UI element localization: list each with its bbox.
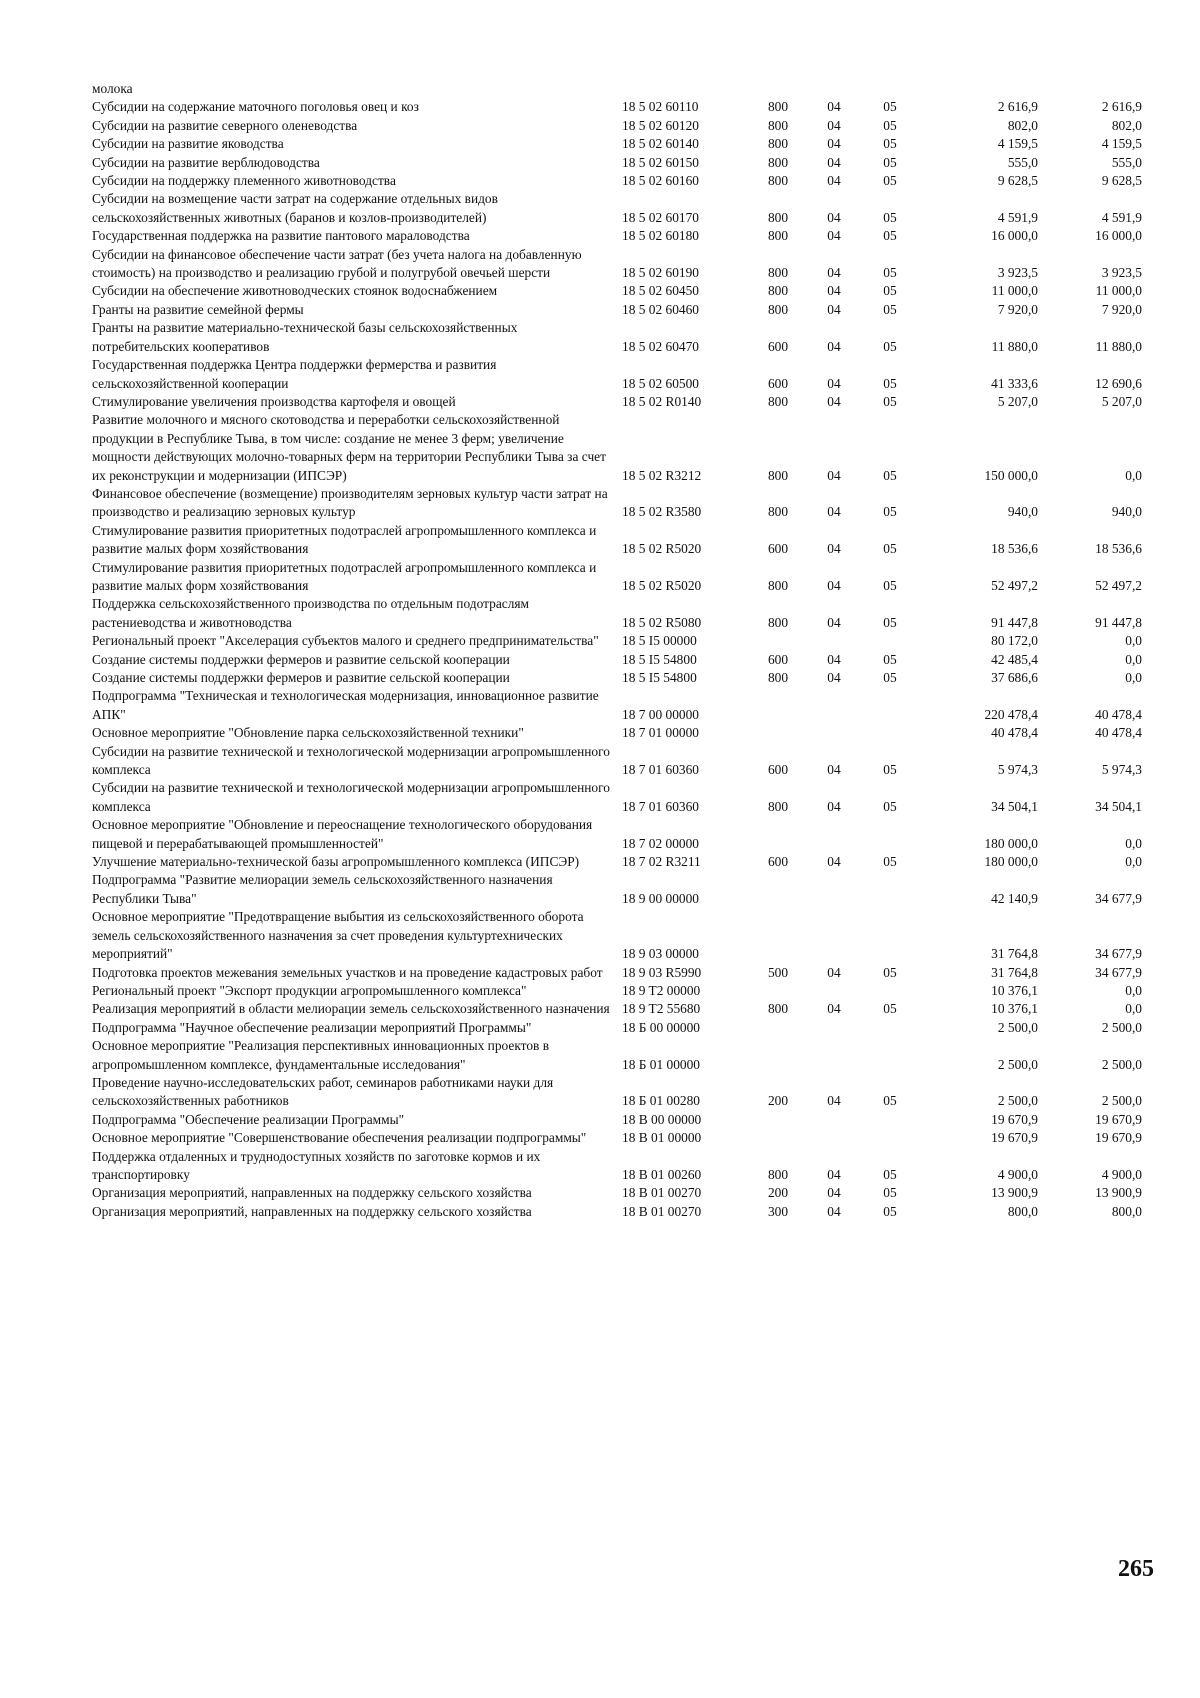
row-section: 04 <box>827 964 841 980</box>
row-amount-1: 42 485,4 <box>991 651 1038 667</box>
row-section: 04 <box>827 1203 841 1219</box>
row-code: 18 5 02 R0140 <box>622 393 702 409</box>
table-row <box>92 1074 1142 1111</box>
row-subsection: 05 <box>883 1185 897 1201</box>
table-row <box>92 559 1142 596</box>
row-subsection: 05 <box>883 1203 897 1219</box>
row-amount-1: 34 504,1 <box>991 798 1038 814</box>
row-code: 18 5 02 R3212 <box>622 467 702 483</box>
row-amount-2: 4 900,0 <box>1101 1166 1142 1182</box>
table-row <box>92 319 1142 356</box>
row-name: Основное мероприятие "Реализация перспективных инновационных проектов в агропромышленном комплексе, фундаментальные исследования" <box>92 1038 550 1072</box>
row-amount-1: 180 000,0 <box>984 854 1038 870</box>
row-code: 18 5 02 60170 <box>622 209 699 225</box>
row-name: Подпрограмма "Развитие мелиорации земель сельскохозяйственного назначения Республики Тыва" <box>92 872 553 906</box>
row-amount-2: 0,0 <box>1125 633 1142 649</box>
row-name: Организация мероприятий, направленных на поддержку сельского хозяйства <box>92 1185 532 1201</box>
table-row <box>92 1000 1142 1018</box>
table-row <box>92 172 1142 190</box>
row-amount-2: 40 478,4 <box>1095 725 1142 741</box>
row-amount-2: 9 628,5 <box>1101 173 1142 189</box>
row-code: 18 5 02 R5080 <box>622 614 702 630</box>
row-name: Субсидии на развитие технической и технологической модернизации агропромышленного комплекса <box>92 743 610 778</box>
row-amount-2: 11 880,0 <box>1095 338 1142 354</box>
row-amount-2: 0,0 <box>1125 854 1142 870</box>
row-amount-1: 2 500,0 <box>997 1093 1038 1109</box>
row-amount-2: 802,0 <box>1111 117 1142 133</box>
table-row <box>92 964 1142 982</box>
row-amount-1: 220 478,4 <box>984 706 1038 722</box>
row-code: 18 5 02 60460 <box>622 301 699 317</box>
row-amount-1: 16 000,0 <box>991 228 1038 244</box>
row-amount-1: 3 923,5 <box>997 265 1038 281</box>
row-amount-2: 52 497,2 <box>1095 577 1142 593</box>
table-row <box>92 669 1142 687</box>
row-amount-2: 4 591,9 <box>1101 209 1142 225</box>
row-subsection: 05 <box>883 301 897 317</box>
row-amount-2: 5 974,3 <box>1101 762 1142 778</box>
table-row <box>92 301 1142 319</box>
row-expense-type: 600 <box>767 854 789 870</box>
table-row <box>92 724 1142 742</box>
row-code: 18 5 I5 54800 <box>622 670 697 685</box>
table-row <box>92 651 1142 669</box>
row-amount-1: 40 478,4 <box>991 725 1038 741</box>
row-code: 18 9 T2 55680 <box>622 1001 701 1017</box>
row-expense-type: 600 <box>767 375 789 391</box>
row-section: 04 <box>827 301 841 317</box>
row-amount-1: 41 333,6 <box>991 375 1038 391</box>
table-row <box>92 135 1142 153</box>
row-amount-2: 0,0 <box>1125 1001 1142 1017</box>
table-row <box>92 154 1142 172</box>
row-amount-2: 940,0 <box>1111 504 1142 520</box>
row-code: 18 5 02 60160 <box>622 173 699 189</box>
row-name: Основное мероприятие "Предотвращение выбытия из сельскохозяйственного оборота земель сельскохозяйственного назначения за счет проведения культуртехнических мероприятий" <box>92 909 584 962</box>
row-name: Субсидии на развитие верблюдоводства <box>92 154 320 170</box>
row-code: 18 В 00 00000 <box>622 1111 702 1127</box>
row-name: Организация мероприятий, направленных на поддержку сельского хозяйства <box>92 1203 532 1219</box>
row-section: 04 <box>827 1185 841 1201</box>
table-row <box>92 117 1142 135</box>
row-name: Региональный проект "Акселерация субъектов малого и среднего предпринимательства" <box>92 633 599 649</box>
row-code: 18 5 02 R3580 <box>622 504 702 520</box>
row-section: 04 <box>827 228 841 244</box>
row-subsection: 05 <box>883 338 897 354</box>
table-row <box>92 595 1142 632</box>
table-row <box>92 687 1142 724</box>
row-amount-2: 2 616,9 <box>1101 99 1142 115</box>
row-expense-type: 800 <box>767 467 789 483</box>
row-code: 18 7 02 00000 <box>622 835 699 851</box>
row-subsection: 05 <box>883 228 897 244</box>
row-section: 04 <box>827 99 841 115</box>
row-expense-type: 800 <box>767 265 789 281</box>
table-row <box>92 1129 1142 1147</box>
row-amount-2: 19 670,9 <box>1095 1130 1142 1146</box>
row-code: 18 5 02 R5020 <box>622 577 702 593</box>
row-name: Создание системы поддержки фермеров и развитие сельской кооперации <box>92 670 510 685</box>
row-expense-type: 600 <box>767 541 789 557</box>
row-name: Основное мероприятие "Обновление парка сельскохозяйственной техники" <box>92 725 524 741</box>
row-name: Поддержка сельскохозяйственного производства по отдельным подотраслям растениеводства и животноводства <box>92 596 530 630</box>
row-name: Государственная поддержка на развитие пантового мараловодства <box>92 228 470 244</box>
row-subsection: 05 <box>883 1093 897 1109</box>
row-name: Субсидии на поддержку племенного животноводства <box>92 173 396 189</box>
row-subsection: 05 <box>883 117 897 133</box>
row-name: молока <box>92 81 133 96</box>
row-amount-2: 2 500,0 <box>1101 1093 1142 1109</box>
table-row <box>92 1184 1142 1202</box>
row-subsection: 05 <box>883 265 897 281</box>
row-amount-2: 16 000,0 <box>1095 228 1142 244</box>
page-number: 265 <box>1118 1556 1154 1582</box>
row-code: 18 5 02 60180 <box>622 228 699 244</box>
row-amount-1: 800,0 <box>1007 1203 1038 1219</box>
row-subsection: 05 <box>883 504 897 520</box>
row-subsection: 05 <box>883 798 897 814</box>
row-name: Стимулирование увеличения производства картофеля и овощей <box>92 393 456 409</box>
row-name: Поддержка отдаленных и труднодоступных хозяйств по заготовке кормов и их транспортировку <box>92 1148 541 1182</box>
row-expense-type: 800 <box>767 228 789 244</box>
row-section: 04 <box>827 1093 841 1109</box>
row-section: 04 <box>827 541 841 557</box>
table-row <box>92 1148 1142 1185</box>
row-amount-2: 0,0 <box>1125 651 1142 667</box>
row-amount-2: 18 536,6 <box>1095 541 1142 557</box>
row-expense-type: 800 <box>767 136 789 152</box>
row-subsection: 05 <box>883 283 897 299</box>
row-section: 04 <box>827 375 841 391</box>
row-amount-2: 0,0 <box>1125 467 1142 483</box>
row-expense-type: 600 <box>767 338 789 354</box>
table-row <box>92 98 1142 116</box>
row-amount-2: 5 207,0 <box>1101 393 1142 409</box>
row-name: Субсидии на обеспечение животноводческих стоянок водоснабжением <box>92 283 498 299</box>
row-subsection: 05 <box>883 393 897 409</box>
row-code: 18 7 02 R3211 <box>622 854 701 870</box>
row-name: Подготовка проектов межевания земельных участков и на проведение кадастровых работ <box>92 964 603 980</box>
row-amount-2: 13 900,9 <box>1095 1185 1142 1201</box>
row-expense-type: 200 <box>767 1185 789 1201</box>
row-code: 18 5 I5 54800 <box>622 651 697 667</box>
table-row <box>92 227 1142 245</box>
row-amount-1: 10 376,1 <box>991 1001 1038 1017</box>
row-name: Субсидии на развитие яководства <box>92 136 284 152</box>
row-subsection: 05 <box>883 467 897 483</box>
row-code: 18 5 02 R5020 <box>622 541 702 557</box>
row-section: 04 <box>827 283 841 299</box>
table-row <box>92 816 1142 853</box>
row-expense-type: 600 <box>767 762 789 778</box>
row-subsection: 05 <box>883 577 897 593</box>
row-code: 18 5 02 60500 <box>622 375 699 391</box>
row-name: Финансовое обеспечение (возмещение) производителям зерновых культур части затрат на производство и реализацию зерновых культур <box>92 485 608 520</box>
row-amount-2: 800,0 <box>1111 1203 1142 1219</box>
table-row <box>92 632 1142 650</box>
row-code: 18 Б 01 00000 <box>622 1056 700 1072</box>
row-amount-1: 31 764,8 <box>991 946 1038 962</box>
row-expense-type: 800 <box>767 173 789 189</box>
row-section: 04 <box>827 614 841 630</box>
table-row <box>92 246 1142 283</box>
row-section: 04 <box>827 1166 841 1182</box>
row-code: 18 9 03 R5990 <box>622 964 702 980</box>
row-code: 18 5 02 60450 <box>622 283 699 299</box>
row-section: 04 <box>827 467 841 483</box>
row-amount-1: 5 207,0 <box>997 393 1038 409</box>
row-amount-1: 2 500,0 <box>997 1019 1038 1035</box>
row-subsection: 05 <box>883 670 897 685</box>
row-name: Подпрограмма "Обеспечение реализации Программы" <box>92 1111 405 1127</box>
row-subsection: 05 <box>883 375 897 391</box>
row-subsection: 05 <box>883 1001 897 1017</box>
row-amount-1: 555,0 <box>1007 154 1038 170</box>
row-code: 18 9 T2 00000 <box>622 982 701 998</box>
row-amount-2: 0,0 <box>1125 982 1142 998</box>
row-amount-2: 12 690,6 <box>1095 375 1142 391</box>
row-name: Подпрограмма "Техническая и технологическая модернизация, инновационное развитие АПК" <box>92 688 599 722</box>
row-code: 18 5 02 60110 <box>622 99 699 115</box>
row-amount-1: 91 447,8 <box>991 614 1038 630</box>
row-code: 18 5 I5 00000 <box>622 633 697 649</box>
row-section: 04 <box>827 798 841 814</box>
row-subsection: 05 <box>883 614 897 630</box>
row-expense-type: 200 <box>767 1093 789 1109</box>
row-subsection: 05 <box>883 99 897 115</box>
row-name: Субсидии на развитие технической и технологической модернизации агропромышленного комплекса <box>92 780 610 814</box>
row-amount-1: 13 900,9 <box>991 1185 1038 1201</box>
row-amount-1: 5 974,3 <box>997 762 1038 778</box>
row-amount-1: 80 172,0 <box>991 633 1038 649</box>
table-row <box>92 411 1142 485</box>
row-section: 04 <box>827 265 841 281</box>
row-name: Субсидии на финансовое обеспечение части затрат (без учета налога на добавленную стоимость) на производство и реализацию грубой и полугрубой овечьей шерсти <box>92 246 582 281</box>
row-section: 04 <box>827 393 841 409</box>
row-subsection: 05 <box>883 762 897 778</box>
row-expense-type: 800 <box>767 117 789 133</box>
table-row <box>92 982 1142 1000</box>
row-amount-2: 91 447,8 <box>1095 614 1142 630</box>
table-row <box>92 871 1142 908</box>
row-code: 18 Б 00 00000 <box>622 1019 700 1035</box>
table-row <box>92 393 1142 411</box>
row-code: 18 5 02 60150 <box>622 154 699 170</box>
row-code: 18 В 01 00000 <box>622 1130 702 1146</box>
row-section: 04 <box>827 173 841 189</box>
row-amount-1: 802,0 <box>1007 117 1038 133</box>
row-amount-2: 0,0 <box>1125 670 1142 685</box>
row-amount-1: 150 000,0 <box>984 467 1038 483</box>
table-row <box>92 485 1142 522</box>
row-amount-1: 4 159,5 <box>997 136 1038 152</box>
continuation-line <box>92 80 1142 98</box>
row-subsection: 05 <box>883 1166 897 1182</box>
row-amount-2: 0,0 <box>1125 835 1142 851</box>
row-name: Субсидии на возмещение части затрат на содержание отдельных видов сельскохозяйственных животных (баранов и козлов-производителей) <box>92 191 498 225</box>
table-row <box>92 190 1142 227</box>
row-section: 04 <box>827 117 841 133</box>
row-name: Государственная поддержка Центра поддержки фермерства и развития сельскохозяйственной кооперации <box>92 357 497 391</box>
row-amount-1: 42 140,9 <box>991 890 1038 906</box>
row-amount-1: 4 900,0 <box>997 1166 1038 1182</box>
row-expense-type: 600 <box>767 651 789 667</box>
row-expense-type: 800 <box>767 301 789 317</box>
row-subsection: 05 <box>883 964 897 980</box>
row-expense-type: 800 <box>767 1166 789 1182</box>
row-section: 04 <box>827 154 841 170</box>
table-row <box>92 1037 1142 1074</box>
row-name: Создание системы поддержки фермеров и развитие сельской кооперации <box>92 651 510 667</box>
row-name: Реализация мероприятий в области мелиорации земель сельскохозяйственного назначения <box>92 1001 610 1017</box>
row-section: 04 <box>827 136 841 152</box>
row-amount-2: 34 677,9 <box>1095 964 1142 980</box>
row-amount-1: 180 000,0 <box>984 835 1038 851</box>
row-code: 18 В 01 00270 <box>622 1203 702 1219</box>
row-expense-type: 800 <box>767 1001 789 1017</box>
row-amount-1: 37 686,6 <box>991 670 1038 685</box>
row-expense-type: 800 <box>767 209 789 225</box>
table-row <box>92 282 1142 300</box>
row-expense-type: 800 <box>767 283 789 299</box>
row-section: 04 <box>827 854 841 870</box>
row-expense-type: 800 <box>767 577 789 593</box>
row-amount-2: 555,0 <box>1111 154 1142 170</box>
table-row <box>92 743 1142 780</box>
row-amount-2: 7 920,0 <box>1101 301 1142 317</box>
row-section: 04 <box>827 762 841 778</box>
row-code: 18 В 01 00270 <box>622 1185 702 1201</box>
row-section: 04 <box>827 577 841 593</box>
row-section: 04 <box>827 651 841 667</box>
row-amount-1: 11 000,0 <box>991 283 1038 299</box>
table-row <box>92 853 1142 871</box>
row-name: Региональный проект "Экспорт продукции агропромышленного комплекса" <box>92 982 527 998</box>
table-row <box>92 908 1142 963</box>
row-expense-type: 300 <box>767 1203 789 1219</box>
row-amount-1: 2 616,9 <box>997 99 1038 115</box>
table-row <box>92 1019 1142 1037</box>
row-code: 18 5 02 60120 <box>622 117 699 133</box>
row-amount-1: 19 670,9 <box>991 1111 1038 1127</box>
row-expense-type: 800 <box>767 393 789 409</box>
budget-table <box>92 80 1142 1221</box>
row-amount-1: 940,0 <box>1007 504 1038 520</box>
row-expense-type: 800 <box>767 798 789 814</box>
row-amount-2: 4 159,5 <box>1101 136 1142 152</box>
row-name: Подпрограмма "Научное обеспечение реализации мероприятий Программы" <box>92 1019 532 1035</box>
row-amount-1: 7 920,0 <box>997 301 1038 317</box>
row-code: 18 7 01 60360 <box>622 762 699 778</box>
row-code: 18 5 02 60140 <box>622 136 699 152</box>
row-name: Гранты на развитие семейной фермы <box>92 301 304 317</box>
row-section: 04 <box>827 504 841 520</box>
row-expense-type: 500 <box>767 964 789 980</box>
row-amount-1: 19 670,9 <box>991 1130 1038 1146</box>
row-code: 18 5 02 60190 <box>622 265 699 281</box>
row-name: Субсидии на развитие северного оленеводства <box>92 117 358 133</box>
row-name: Развитие молочного и мясного скотоводства и переработки сельскохозяйственной продукции в Республике Тыва, в том числе: создание не менее 3 ферм; увеличение мощности действующих молочно-товарных ферм на территории Республики Тыва за счет их реконструкции и модернизации (ИПСЭР) <box>92 412 606 483</box>
row-amount-2: 40 478,4 <box>1095 706 1142 722</box>
table-row <box>92 1111 1142 1129</box>
row-name: Субсидии на содержание маточного поголовья овец и коз <box>92 99 419 115</box>
row-code: 18 7 00 00000 <box>622 706 699 722</box>
row-section: 04 <box>827 1001 841 1017</box>
table-row <box>92 522 1142 559</box>
row-expense-type: 800 <box>767 99 789 115</box>
row-expense-type: 800 <box>767 154 789 170</box>
row-code: 18 5 02 60470 <box>622 338 699 354</box>
row-name: Улучшение материально-технической базы агропромышленного комплекса (ИПСЭР) <box>92 854 580 870</box>
row-code: 18 7 01 00000 <box>622 725 699 741</box>
row-amount-2: 19 670,9 <box>1095 1111 1142 1127</box>
row-code: 18 7 01 60360 <box>622 798 699 814</box>
row-code: 18 9 03 00000 <box>622 946 699 962</box>
row-amount-1: 4 591,9 <box>997 209 1038 225</box>
row-subsection: 05 <box>883 136 897 152</box>
row-name: Основное мероприятие "Обновление и переоснащение технологического оборудования пищевой и перерабатывающей промышленностей" <box>92 817 593 851</box>
row-code: 18 Б 01 00280 <box>622 1093 700 1109</box>
row-subsection: 05 <box>883 854 897 870</box>
row-section: 04 <box>827 670 841 685</box>
table-row <box>92 779 1142 816</box>
row-amount-1: 52 497,2 <box>991 577 1038 593</box>
row-amount-1: 11 880,0 <box>991 338 1038 354</box>
table-row <box>92 1203 1142 1221</box>
row-amount-2: 34 677,9 <box>1095 890 1142 906</box>
row-expense-type: 800 <box>767 670 789 685</box>
row-name: Основное мероприятие "Совершенствование обеспечения реализации подпрограммы" <box>92 1130 587 1146</box>
row-amount-1: 31 764,8 <box>991 964 1038 980</box>
row-name: Стимулирование развития приоритетных подотраслей агропромышленного комплекса и развитие малых форм хозяйствования <box>92 559 597 593</box>
row-amount-2: 3 923,5 <box>1101 265 1142 281</box>
row-subsection: 05 <box>883 173 897 189</box>
row-amount-2: 34 677,9 <box>1095 946 1142 962</box>
row-amount-2: 2 500,0 <box>1101 1019 1142 1035</box>
row-amount-2: 34 504,1 <box>1095 798 1142 814</box>
row-amount-2: 11 000,0 <box>1095 283 1142 299</box>
row-code: 18 В 01 00260 <box>622 1166 702 1182</box>
row-amount-2: 2 500,0 <box>1101 1056 1142 1072</box>
row-name: Гранты на развитие материально-технической базы сельскохозяйственных потребительских кооперативов <box>92 320 518 354</box>
row-expense-type: 800 <box>767 614 789 630</box>
row-section: 04 <box>827 338 841 354</box>
row-amount-1: 2 500,0 <box>997 1056 1038 1072</box>
row-name: Стимулирование развития приоритетных подотраслей агропромышленного комплекса и развитие малых форм хозяйствования <box>92 522 597 557</box>
row-name: Проведение научно-исследовательских работ, семинаров работниками науки для сельскохозяйственных работников <box>92 1074 554 1109</box>
row-subsection: 05 <box>883 154 897 170</box>
row-subsection: 05 <box>883 541 897 557</box>
row-code: 18 9 00 00000 <box>622 890 699 906</box>
row-subsection: 05 <box>883 209 897 225</box>
row-amount-1: 10 376,1 <box>991 982 1038 998</box>
row-subsection: 05 <box>883 651 897 667</box>
row-amount-1: 18 536,6 <box>991 541 1038 557</box>
table-row <box>92 356 1142 393</box>
row-amount-1: 9 628,5 <box>997 173 1038 189</box>
row-expense-type: 800 <box>767 504 789 520</box>
row-section: 04 <box>827 209 841 225</box>
